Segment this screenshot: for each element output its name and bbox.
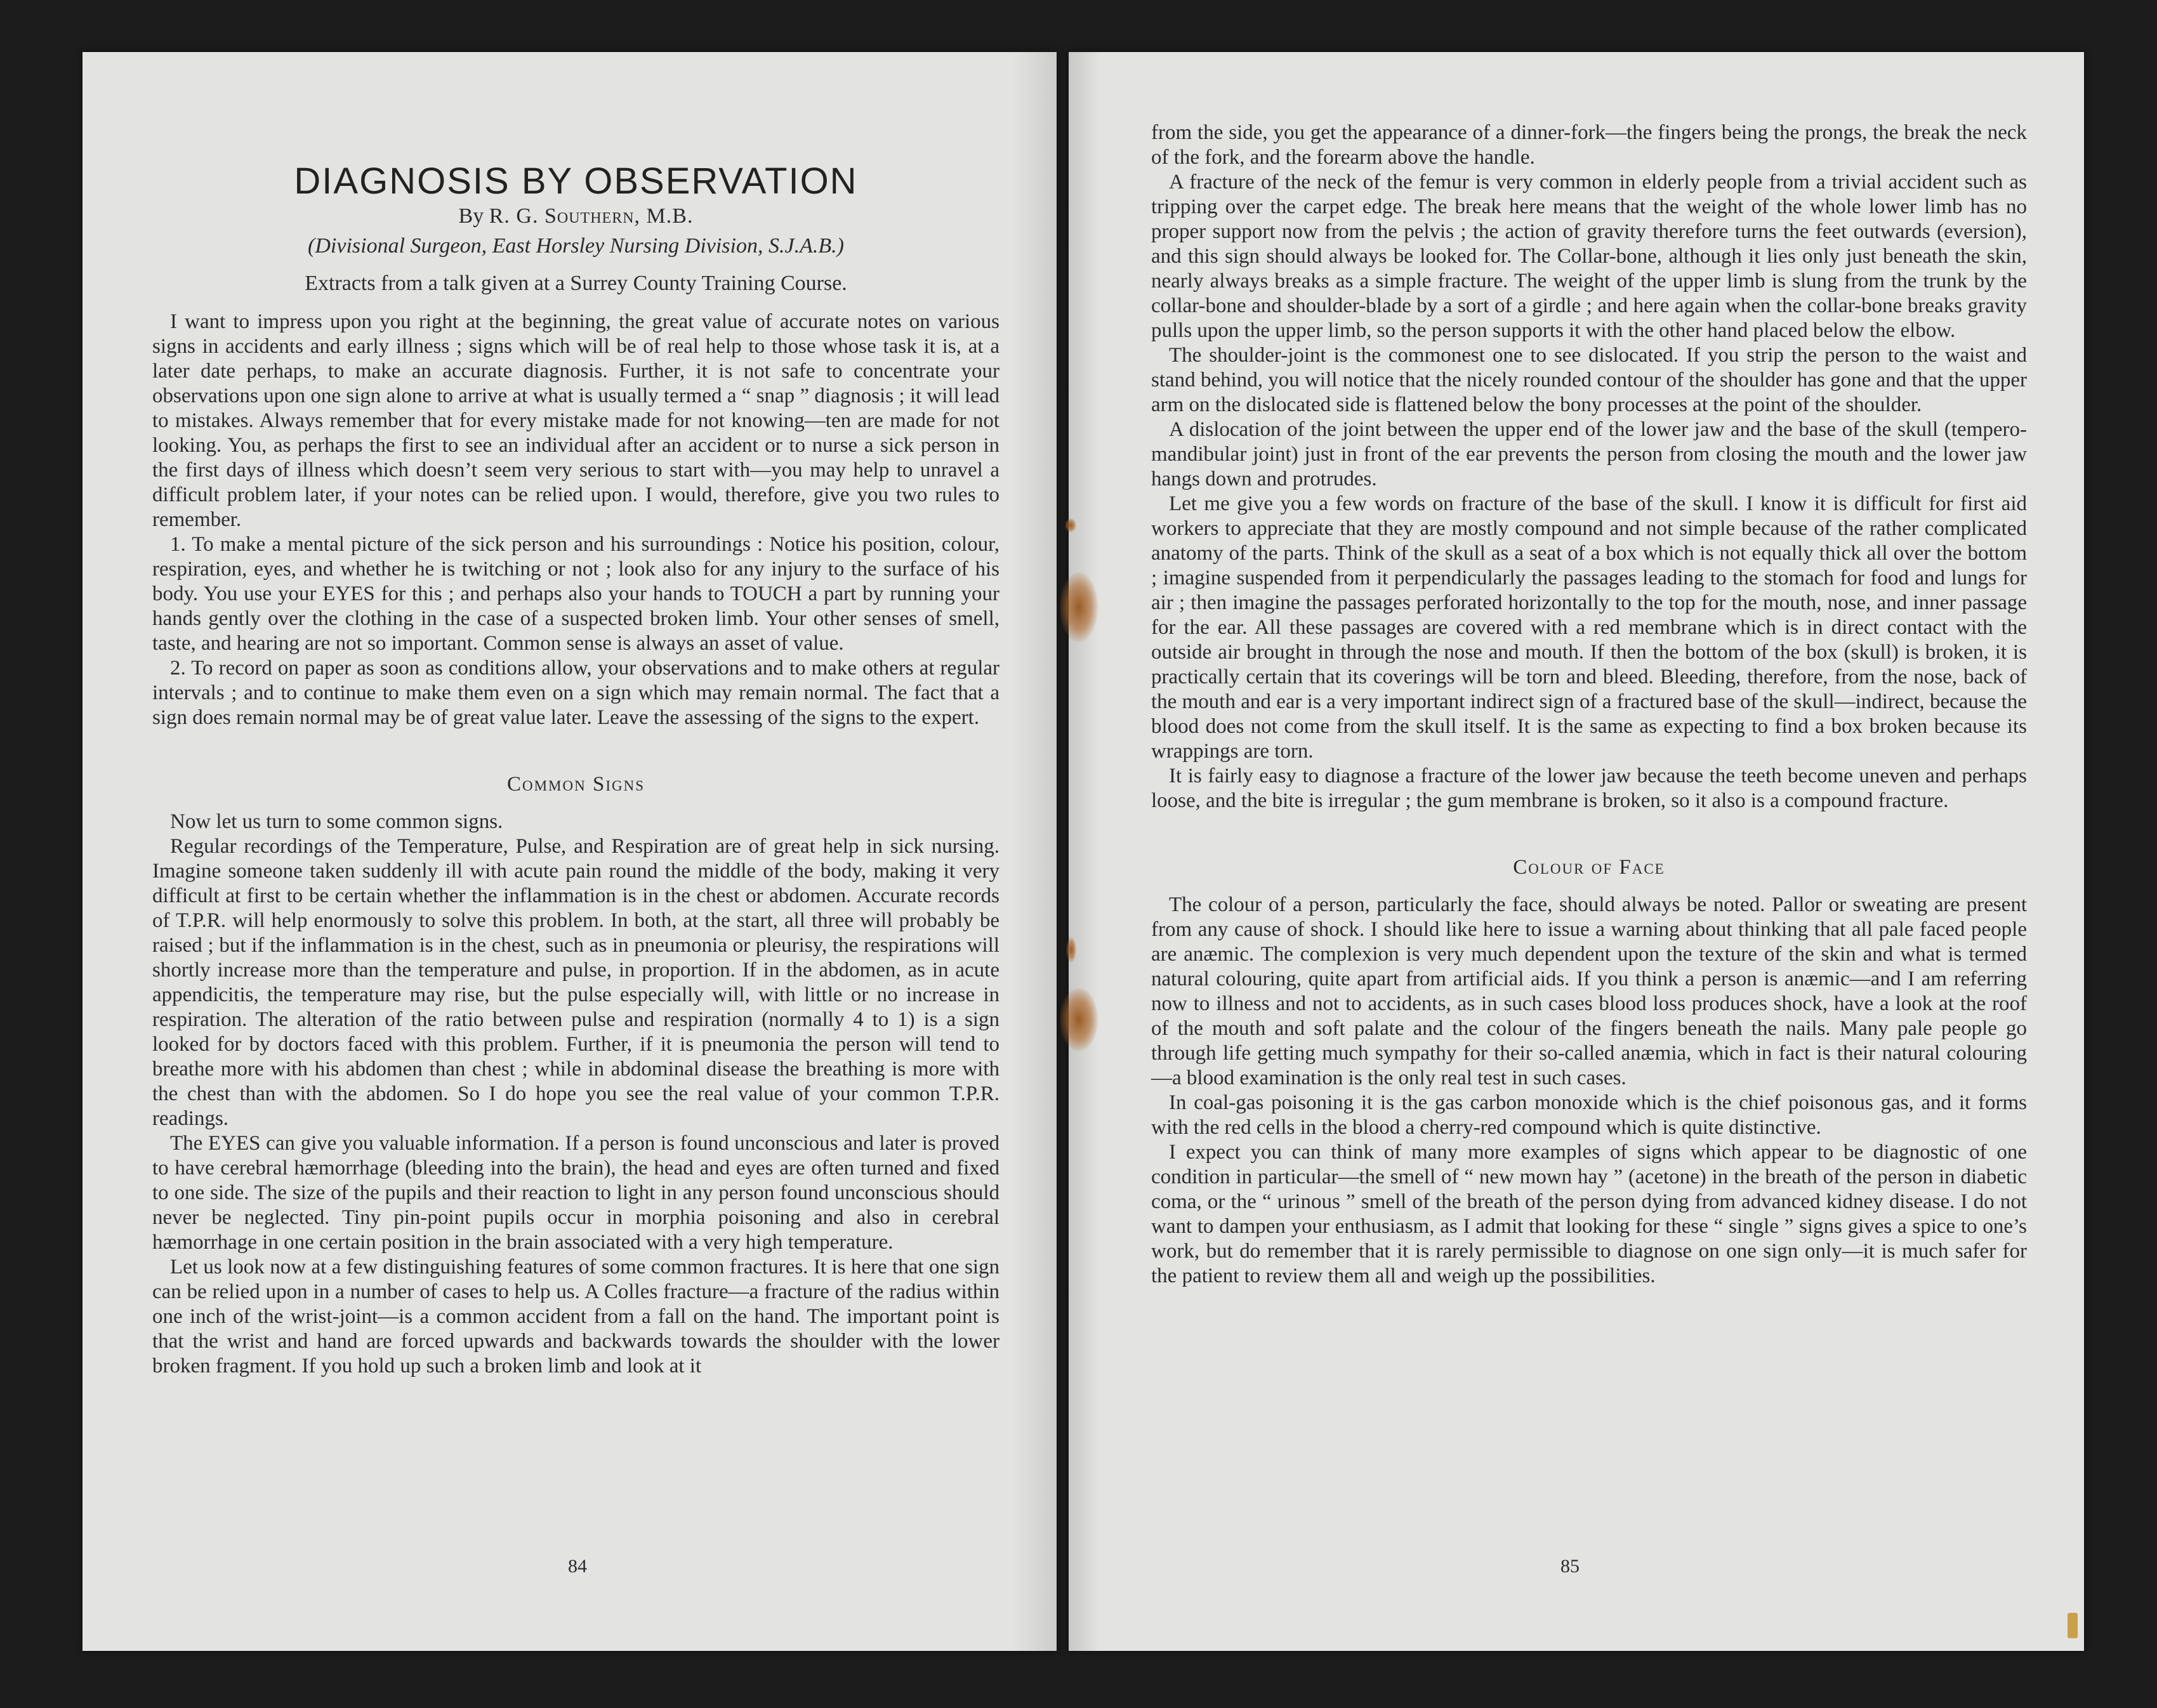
author-name: R. G. Southern, M.B. bbox=[489, 204, 694, 228]
author-affiliation: (Divisional Surgeon, East Horsley Nursing Division, S.J.A.B.) bbox=[308, 234, 844, 258]
paragraph: 1. To make a mental picture of the sick person and his surroundings : Notice his position, colour, respiration, eyes, and whether he is twitching or not ; look also for any injury to the surface of his body. You use your EYES for this ; and perhaps also your hands to TOUCH a part by running your hands gently over the clothing in the case of a suspected broken limb. Your other senses of smell, taste, and hearing are not so important. Common sense is always an asset of value. bbox=[152, 533, 999, 655]
paragraph: I want to impress upon you right at the beginning, the great value of accurate notes on various signs in accidents and early illness ; signs which will be of real help to those whose task it is, at a later date perhaps, to make an accurate diagnosis. Further, it is not safe to concentrate your observations upon one sign alone to arrive at what is usually termed a “ snap ” diagnosis ; it will lead to mistakes. Always remember that for every mistake made for not knowing—ten are made for not looking. You, as perhaps the first to see an individual after an accident or to nurse a sick person in the first days of illness which doesn’t seem very serious to start with—you may help to unravel a difficult problem later, if your notes can be relied upon. I would, therefore, give you two rules to remember. bbox=[152, 310, 999, 531]
gutter-shadow bbox=[1069, 52, 1100, 1651]
extract-note: Extracts from a talk given at a Surrey County Training Course. bbox=[305, 272, 847, 295]
article-title: DIAGNOSIS BY OBSERVATION bbox=[294, 161, 858, 202]
stain-mark bbox=[1066, 937, 1076, 962]
paragraph: It is fairly easy to diagnose a fracture of the lower jaw because the teeth become uneven and perhaps loose, and the bite is irregular ; the gum membrane is broken, so it also is a compound fracture. bbox=[1151, 765, 2027, 812]
paragraph: The shoulder-joint is the commonest one to see dislocated. If you strip the person to the waist and stand behind, you will notice that the nicely rounded contour of the shoulder has gone and that the upper arm on the dislocated side is flattened below the bony processes at the point of the shoulder. bbox=[1151, 344, 2027, 416]
stain-mark bbox=[1065, 518, 1076, 532]
paragraph: Now let us turn to some common signs. bbox=[170, 810, 503, 833]
stain-mark bbox=[1060, 572, 1098, 642]
paragraph: A dislocation of the joint between the upper end of the lower jaw and the base of the skull (tempero-mandibular joint) just in front of the ear prevents the person from closing the mouth and the lower jaw hangs down and protrudes. bbox=[1151, 418, 2027, 490]
paragraph: The colour of a person, particularly the face, should always be noted. Pallor or sweating are present from any cause of shock. I should like here to issue a warning about thinking that all pale faced people are anæmic. The complexion is very much dependent upon the texture of the skin and what is termed natural colouring, quite apart from artificial aids. If you think a person is anæmic—and I am referring now to illness and not to accidents, as in such cases blood loss produces shock, have a look at the roof of the mouth and soft palate and the colour of the fingers beneath the nails. Many pale people go through life getting much sympathy for their so-called anæmia, which in fact is their natural colouring—a blood examination is the only real test in such cases. bbox=[1151, 893, 2027, 1089]
paragraph: A fracture of the neck of the femur is very common in elderly people from a trivial accident such as tripping over the carpet edge. The break here means that the weight of the whole lower limb has no proper support now from the pelvis ; the action of gravity therefore turns the feet outwards (eversion), and this sign should always be looked for. The Collar-bone, although it lies only just beneath the skin, nearly always breaks as a simple fracture. The weight of the upper limb is slung from the trunk by the collar-bone and shoulder-blade by a sort of a girdle ; and here again when the collar-bone breaks gravity pulls upon the upper limb, so the person supports it with the other hand placed below the elbow. bbox=[1151, 171, 2027, 342]
paragraph: Regular recordings of the Temperature, Pulse, and Respiration are of great help in sick nursing. Imagine someone taken suddenly ill with acute pain round the middle of the body, making it very difficult at first to be certain whether the inflammation is in the chest or abdomen. Accurate records of T.P.R. will help enormously to solve this problem. In both, at the start, all three will probably be raised ; but if the inflammation is in the chest, such as in pneumonia or pleurisy, the respirations will shortly increase more than the temperature and pulse, in proportion. If in the abdomen, as in acute appendicitis, the temperature may rise, but the pulse especially will, with little or no increase in respiration. The alteration of the ratio between pulse and respiration (normally 4 to 1) is a sign looked for by doctors faced with this problem. Further, if it is pneumonia the person will tend to breathe more with his abdomen than chest ; while in abdominal disease the breathing is more with the chest than with the abdomen. So I do hope you see the real value of your common T.P.R. readings. bbox=[152, 835, 999, 1130]
paragraph: In coal-gas poisoning it is the gas carbon monoxide which is the chief poisonous gas, and it forms with the red cells in the blood a cherry-red compound which is quite distinctive. bbox=[1151, 1091, 2027, 1139]
paragraph: The EYES can give you valuable information. If a person is found unconscious and later is proved to have cerebral hæmorrhage (bleeding into the brain), the head and eyes are often turned and fixed to one side. The size of the pupils and their reaction to light in any person found unconscious should never be neglected. Tiny pin-point pupils occur in morphia poisoning and also in cerebral hæmorrhage in one certain position in the brain associated with a very high temperature. bbox=[152, 1132, 999, 1254]
byline-prefix: By bbox=[458, 204, 484, 228]
gutter-shadow bbox=[1012, 52, 1057, 1651]
section-heading: Colour of Face bbox=[1513, 856, 1665, 879]
paragraph: from the side, you get the appearance of a dinner-fork—the fingers being the prongs, the break the neck of the fork, and the forearm above the handle. bbox=[1151, 121, 2027, 169]
left-page bbox=[82, 52, 1057, 1651]
corner-mark bbox=[2068, 1613, 2078, 1638]
page-number: 85 bbox=[1560, 1556, 1580, 1577]
stain-mark bbox=[1060, 988, 1098, 1051]
paragraph: I expect you can think of many more examples of signs which appear to be diagnostic of one condition in particular—the smell of “ new mown hay ” (acetone) in the breath of the person in diabetic coma, or the “ urinous ” smell of the breath of the person dying from advanced kidney disease. I do not want to dampen your enthusiasm, as I admit that looking for these “ single ” signs gives a spice to one’s work, but do remember that it is rarely permissible to diagnose on one sign only—it is much safer for the patient to review them all and weigh up the possibilities. bbox=[1151, 1141, 2027, 1287]
paragraph: 2. To record on paper as soon as conditions allow, your observations and to make others at regular intervals ; and to continue to make them even on a sign which may remain normal. The fact that a sign does remain normal may be of great value later. Leave the assessing of the signs to the expert. bbox=[152, 657, 999, 729]
section-heading: Common Signs bbox=[506, 773, 645, 796]
left-text-column bbox=[152, 123, 999, 1379]
right-text-column bbox=[1151, 121, 2027, 1289]
right-page bbox=[1069, 52, 2084, 1651]
byline bbox=[152, 204, 999, 228]
paragraph: Let me give you a few words on fracture of the base of the skull. I know it is difficult for first aid workers to appreciate that they are mostly compound and not simple because of the rather complicated anatomy of the parts. Think of the skull as a seat of a box which is not equally thick all over the bottom ; imagine suspended from it perpendicularly the passages leading to the stomach for food and lungs for air ; then imagine the passages perforated horizontally to the top for the mouth, nose, and inner passage for the ear. All these passages are covered with a red membrane which is in direct contact with the outside air brought in through the nose and mouth. If then the bottom of the box (skull) is broken, it is practically certain that its coverings will be torn and bleed. Bleeding, therefore, from the nose, back of the mouth and ear is a very important indirect sign of a fractured base of the skull—indirect, because the blood does not come from the skull itself. It is the same as expecting to find a box broken because its wrappings are torn. bbox=[1151, 492, 2027, 763]
paragraph: Let us look now at a few distinguishing features of some common fractures. It is here that one sign can be relied upon in a number of cases to help us. A Colles fracture—a fracture of the radius within one inch of the wrist-joint—is a common accident from a fall on the hand. The important point is that the wrist and hand are forced upwards and backwards towards the shoulder with the lower broken fragment. If you hold up such a broken limb and look at it bbox=[152, 1256, 999, 1377]
page-number: 84 bbox=[568, 1556, 587, 1577]
